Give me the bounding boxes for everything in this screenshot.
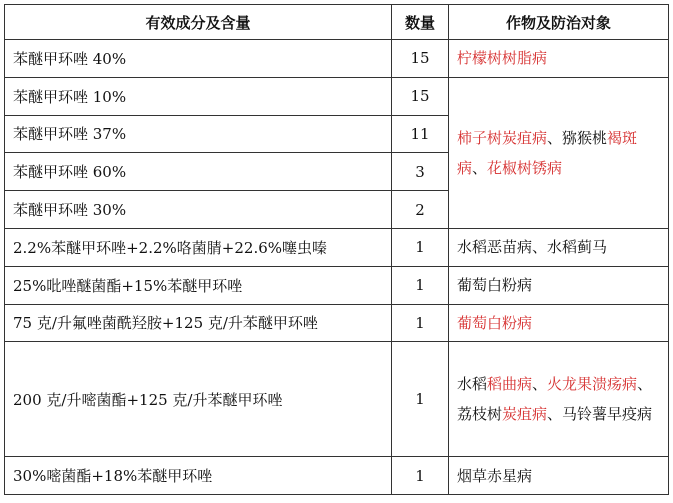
target-segment: 褐斑病: [457, 128, 638, 177]
table-row: [5, 304, 669, 342]
header-target: 作物及防治对象: [449, 5, 669, 40]
target-segment: 花椒树锈病: [487, 158, 563, 177]
table-row: [5, 266, 669, 304]
target-segment: 、猕猴桃: [547, 128, 608, 147]
count-cell: 11: [392, 115, 449, 153]
table-row: [5, 40, 669, 78]
target-cell: [449, 342, 669, 457]
ingredient-cell: 200 克/升嘧菌酯+125 克/升苯醚甲环唑: [5, 342, 392, 457]
target-segment: 柿子树: [457, 128, 503, 147]
target-segment: 柠檬树树脂病: [457, 49, 548, 68]
count-cell: 1: [392, 228, 449, 266]
target-segment: 水稻恶苗病、水稻蓟马: [457, 238, 608, 257]
target-cell: [449, 266, 669, 304]
table-row: [5, 77, 669, 115]
table-row: [5, 342, 669, 457]
count-cell: 1: [392, 304, 449, 342]
target-segment: 炭疽病: [502, 128, 548, 147]
target-cell: [449, 228, 669, 266]
header-ingredient: 有效成分及含量: [5, 5, 392, 40]
pesticide-registration-table: [4, 4, 669, 495]
ingredient-cell: 苯醚甲环唑 37%: [5, 115, 392, 153]
header-count: 数量: [392, 5, 449, 40]
target-segment: 葡萄白粉病: [457, 276, 533, 295]
target-segment: 稻曲病: [487, 375, 533, 394]
target-segment: 、荔枝树: [457, 375, 653, 424]
target-segment: 、: [472, 158, 488, 177]
ingredient-cell: 25%吡唑醚菌酯+15%苯醚甲环唑: [5, 266, 392, 304]
count-cell: 1: [392, 457, 449, 495]
target-segment: 烟草赤星病: [457, 466, 533, 485]
count-cell: 15: [392, 77, 449, 115]
ingredient-cell: 30%嘧菌酯+18%苯醚甲环唑: [5, 457, 392, 495]
ingredient-cell: 75 克/升氟唑菌酰羟胺+125 克/升苯醚甲环唑: [5, 304, 392, 342]
ingredient-cell: 苯醚甲环唑 60%: [5, 153, 392, 191]
target-cell: [449, 304, 669, 342]
target-segment: 水稻: [457, 375, 488, 394]
count-cell: 1: [392, 342, 449, 457]
count-cell: 1: [392, 266, 449, 304]
ingredient-cell: 苯醚甲环唑 40%: [5, 40, 392, 78]
target-segment: 炭疽病: [502, 405, 548, 424]
header-row: [5, 5, 669, 40]
ingredient-cell: 苯醚甲环唑 30%: [5, 191, 392, 229]
target-segment: 葡萄白粉病: [457, 313, 533, 332]
target-segment: 火龙果溃疡病: [547, 375, 638, 394]
table-row: [5, 228, 669, 266]
count-cell: 15: [392, 40, 449, 78]
target-segment: 、: [532, 375, 548, 394]
target-cell: [449, 40, 669, 78]
target-segment: 、马铃薯早疫病: [547, 405, 653, 424]
ingredient-cell: 苯醚甲环唑 10%: [5, 77, 392, 115]
merged-target-cell: [449, 77, 669, 228]
count-cell: 2: [392, 191, 449, 229]
ingredient-cell: 2.2%苯醚甲环唑+2.2%咯菌腈+22.6%噻虫嗪: [5, 228, 392, 266]
count-cell: 3: [392, 153, 449, 191]
target-cell: [449, 457, 669, 495]
table-row: [5, 457, 669, 495]
